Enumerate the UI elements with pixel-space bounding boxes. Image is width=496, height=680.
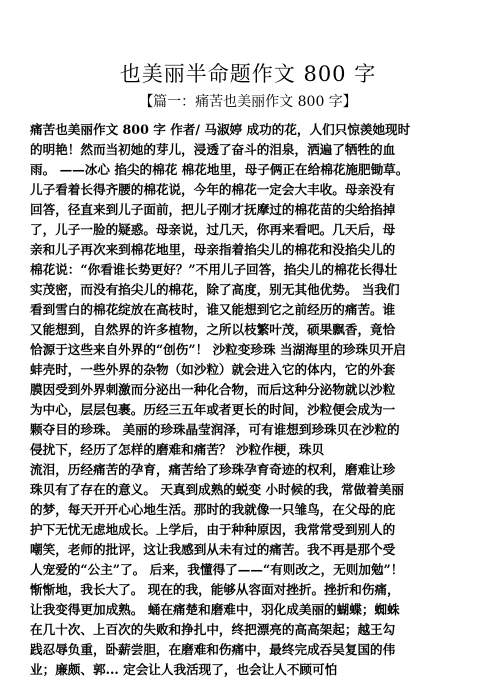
document-subtitle: 【篇一：痛苦也美丽作文 800 字】: [139, 94, 357, 110]
body-line: 儿子看着长得齐腰的棉花说，今年的棉花一定会大丰收。母亲没有: [30, 182, 396, 197]
body-line: 为中心，层层包裹。历经三五年或者更长的时间，沙粒便会成为一: [30, 402, 396, 417]
body-line: 看到雪白的棉花绽放在高枝时，谁又能想到它之前经历的痛苦。谁: [30, 302, 396, 317]
body-line: 人宠爱的“公主”了。 后来，我懂得了——“有则改之，无则加勉”！: [30, 562, 404, 577]
body-line: 膜因受到外界刺激而分泌出一种化合物，而后这种分泌物就以沙粒: [30, 382, 396, 397]
body-line: 护下无忧无虑地成长。上学后，由于种种原因，我常常受到别人的: [30, 522, 396, 537]
body-line: 亲和儿子再次来到棉花地里，母亲指着掐尖儿的棉花和没掐尖儿的: [30, 242, 396, 257]
body-line: 实茂密，而没有掐尖儿的棉花，除了高度，别无其他优势。 当我们: [30, 282, 400, 297]
body-line: 惭惭地，我长大了。 现在的我，能够从容面对挫折。挫折和伤痛，: [30, 582, 400, 597]
body-line: 嘲笑，老师的批评，这让我感到从未有过的痛苦。我不再是那个受: [30, 542, 396, 557]
body-line: 践忍辱负重，卧薪尝胆，在磨难和伤痛中，最终完成吞吴复国的伟: [30, 642, 396, 657]
document-title: 也美丽半命题作文 800 字: [119, 62, 377, 86]
body-line: 的梦，每天开开心心地生活。那时的我就像一只雏鸟，在父母的庇: [30, 502, 396, 517]
document-body: [30, 120, 470, 680]
body-line: 颗夺目的珍珠。 美丽的珍珠晶莹润泽，可有谁想到珍珠贝在沙粒的: [30, 422, 400, 437]
body-line: 流泪，历经痛苦的孕育，痛苦给了珍珠孕育奇迹的权利，磨难让珍: [30, 462, 396, 477]
body-line: 业；廉颇、郭... 定会让人我活现了，也会让人不顾可怕: [30, 662, 338, 677]
body-line: 的明艳！然而当初她的芽儿，浸透了奋斗的泪泉，洒遍了牺牲的血: [30, 142, 396, 157]
body-line: 蚌壳时，一些外界的杂物（如沙粒）就会进入它的体内，它的外套: [30, 362, 396, 377]
body-line: 让我变得更加成熟。 蛹在痛楚和磨难中，羽化成美丽的蝴蝶；蜘蛛: [30, 602, 400, 617]
body-line: 又能想到，自然界的许多植物，之所以枝繁叶茂，硕果飘香，竟恰: [30, 322, 396, 337]
body-line: 棉花说：“你看谁长势更好？”不用儿子回答，掐尖儿的棉花长得壮: [30, 262, 398, 277]
body-line: 恰源于这些来自外界的“创伤”！ 沙粒变珍珠 当湖海里的珍珠贝开启: [30, 342, 406, 357]
body-line: 在几十次、上百次的失败和挣扎中，终把漂亮的高高架起；越王勾: [30, 622, 396, 637]
body-line: 了，儿子一脸的疑惑。母亲说，过几天，你再来看吧。几天后，母: [30, 222, 396, 237]
body-line: 痛苦也美丽作文 800 字 作者/ 马淑婷 成功的花，人们只惊羡她现时: [30, 122, 411, 137]
body-line: 雨。 ——冰心 掐尖的棉花 棉花地里，母子俩正在给棉花施肥锄草。: [30, 162, 409, 177]
body-line: 回答，径直来到儿子面前，把儿子刚才抚摩过的棉花苗的尖给掐掉: [30, 202, 396, 217]
body-line: 珠贝有了存在的意义。 天真到成熟的蜕变 小时候的我，常做着美丽: [30, 482, 404, 497]
body-line: 侵扰下，经历了怎样的磨难和痛苦？ 沙粒作梗，珠贝: [30, 442, 325, 457]
